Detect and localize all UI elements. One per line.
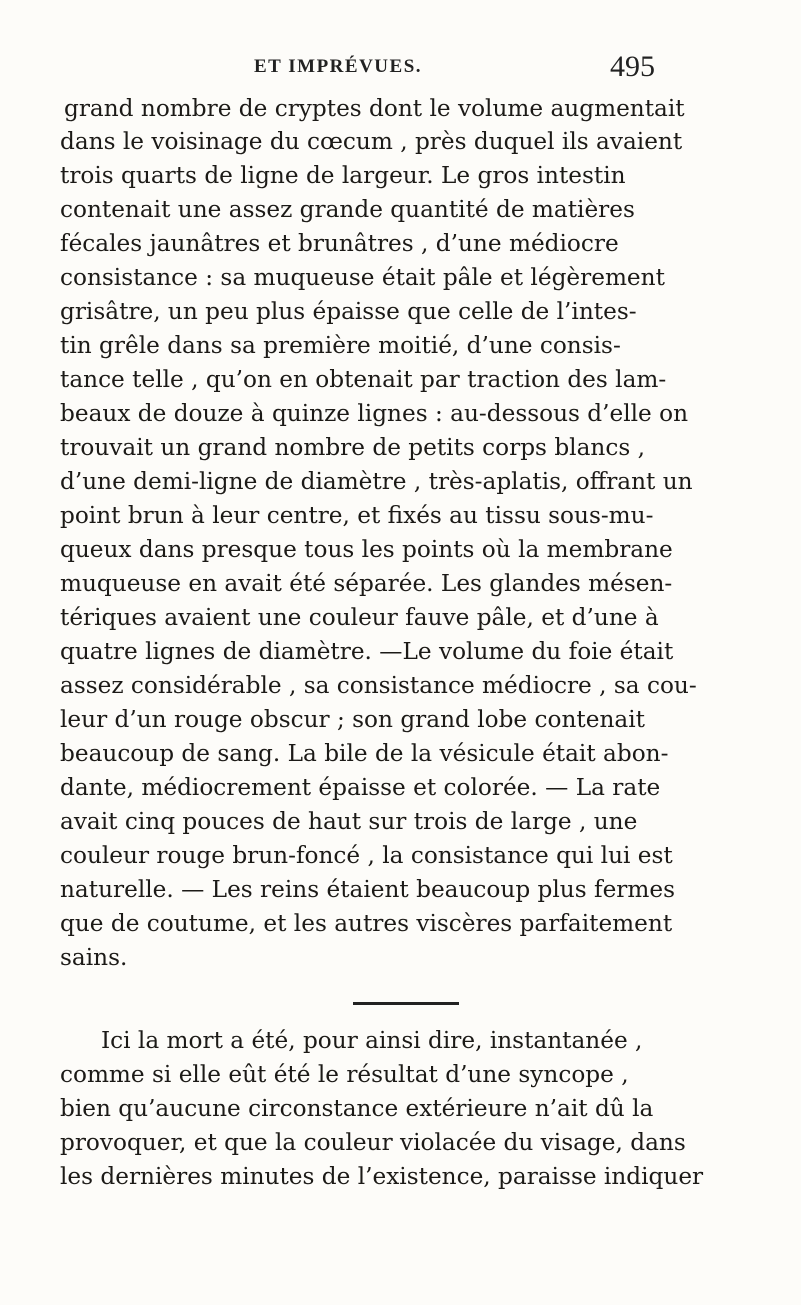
- text-line: naturelle. — Les reins étaient beaucoup plus fermes: [60, 876, 675, 903]
- text-line: tériques avaient une couleur fauve pâle, et d’une à: [60, 604, 659, 631]
- text-line: Ici la mort a été, pour ainsi dire, instantanée ,: [101, 1027, 643, 1054]
- page-number: 495: [610, 50, 655, 83]
- text-line: leur d’un rouge obscur ; son grand lobe contenait: [60, 706, 645, 733]
- text-line: fécales jaunâtres et brunâtres , d’une médiocre: [60, 230, 619, 257]
- text-line: comme si elle eût été le résultat d’une syncope ,: [60, 1061, 629, 1088]
- text-line: beaux de douze à quinze lignes : au-dessous d’elle on: [60, 400, 689, 427]
- text-line: grand nombre de cryptes dont le volume augmentait: [64, 95, 685, 122]
- text-line: sains.: [60, 944, 128, 971]
- text-line: provoquer, et que la couleur violacée du visage, dans: [60, 1129, 686, 1156]
- section-divider: [353, 1002, 459, 1005]
- text-line: dante, médiocrement épaisse et colorée. — La rate: [60, 774, 661, 801]
- text-line: trouvait un grand nombre de petits corps blancs ,: [60, 434, 645, 461]
- text-line: tin grêle dans sa première moitié, d’une consis-: [60, 332, 621, 359]
- text-line: beaucoup de sang. La bile de la vésicule était abon-: [60, 740, 669, 767]
- text-line: couleur rouge brun-foncé , la consistance qui lui est: [60, 842, 673, 869]
- text-line: les dernières minutes de l’existence, paraisse indiquer: [60, 1163, 704, 1190]
- text-line: trois quarts de ligne de largeur. Le gros intestin: [60, 162, 626, 189]
- text-line: grisâtre, un peu plus épaisse que celle de l’intes-: [60, 298, 637, 325]
- text-line: consistance : sa muqueuse était pâle et légèrement: [60, 264, 665, 291]
- text-line: point brun à leur centre, et fixés au tissu sous-mu-: [60, 502, 654, 529]
- text-line: muqueuse en avait été séparée. Les glandes mésen-: [60, 570, 673, 597]
- running-title: ET IMPRÉVUES.: [254, 56, 423, 77]
- text-line: tance telle , qu’on en obtenait par traction des lam-: [60, 366, 667, 393]
- text-line: dans le voisinage du cœcum , près duquel ils avaient: [60, 128, 683, 155]
- text-line: d’une demi-ligne de diamètre , très-aplatis, offrant un: [60, 468, 693, 495]
- text-line: bien qu’aucune circonstance extérieure n’ait dû la: [60, 1095, 654, 1122]
- text-line: quatre lignes de diamètre. —Le volume du foie était: [60, 638, 674, 665]
- text-line: contenait une assez grande quantité de matières: [60, 196, 635, 223]
- text-line: que de coutume, et les autres viscères parfaitement: [60, 910, 673, 937]
- text-line: avait cinq pouces de haut sur trois de large , une: [60, 808, 638, 835]
- text-line: assez considérable , sa consistance médiocre , sa cou-: [60, 672, 697, 699]
- text-line: queux dans presque tous les points où la membrane: [60, 536, 673, 563]
